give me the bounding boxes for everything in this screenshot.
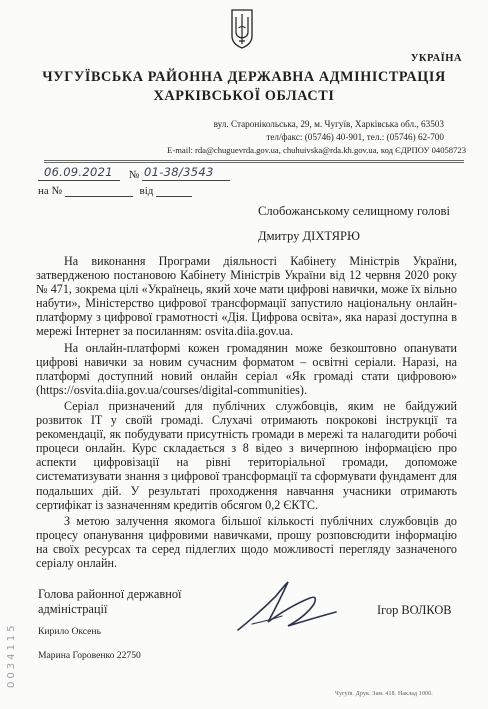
- signer-position: [38, 587, 181, 616]
- recipient-title: Слобожанському селищному голові: [258, 204, 450, 218]
- registration-date-line: [38, 165, 230, 181]
- executor-1: Кирило Оксень: [38, 626, 101, 637]
- from-label: від: [139, 185, 154, 197]
- email-line: E-mail: rda@chuguevrda.gov.ua, chuhuivska@rda.kh.gov.ua, код ЄДРПОУ 04058723: [167, 145, 466, 155]
- body-paragraph-1: На виконання Програми діяльності Кабінету Міністрів України, затвердженою постановою Кабінету Міністрів України від 12 червня 2020 року № 471, зокрема цілі «Українець, який хоче мати цифрові навички, може їх вільно набути», Міністерство цифрової трансформації запустило національну онлайн-платформу з цифрової грамотності «Дія. Цифрова освіта», яка наразі доступна в мережі Інтернет за посиланням: osvita.diia.gov.ua.: [36, 254, 457, 339]
- phone-line: тел/факс: (05746) 40-901, тел.: (05746) 62-700: [266, 132, 444, 142]
- recipient-name: Дмитру ДІХТЯРЮ: [258, 229, 360, 243]
- handwritten-signature: [218, 578, 348, 638]
- coat-of-arms-icon: [229, 8, 255, 50]
- organization-region: ХАРКІВСЬКОЇ ОБЛАСТІ: [153, 88, 335, 104]
- reply-date-field: [156, 184, 192, 197]
- body-paragraph-3: Серіал призначений для публічних службовців, яким не байдужий розвиток ІТ у своїй громаді. Слухачі отримають покрокові інструкції та рекомендації, як побудувати присутність громади в мережі та налагодити робочі процеси онлайн. Курс складається з 8 відео з вичерпною інформацією про аспекти цифровізації на рівні територіальної громади, допоможе систематизувати знання з цифрової трансформації та сформувати фундамент для подальших дій. У результаті проходження навчання учасники отримають сертифікат із зазначенням кредитів обсягом 0,2 ЄКТС.: [36, 398, 457, 512]
- registration-date: 06.09.2021: [44, 165, 113, 179]
- registration-number: 01-38/3543: [144, 165, 214, 179]
- letter-body: [36, 254, 457, 572]
- country-title: УКРАЇНА: [410, 53, 462, 64]
- reply-label: на №: [38, 185, 63, 197]
- signer-position-line2: адміністрації: [38, 601, 108, 616]
- print-footer: Чугуїв. Друк. Зам. 418. Наклад 1000.: [335, 691, 433, 697]
- address-line: вул. Старонікольська, 29, м. Чугуїв, Харківська обл., 63503: [213, 119, 444, 129]
- side-stamp-number: 0034115: [6, 622, 17, 688]
- date-field: [38, 165, 120, 181]
- side-registration-stamp: [6, 618, 20, 688]
- number-field: [142, 165, 230, 181]
- organization-title: ЧУГУЇВСЬКА РАЙОННА ДЕРЖАВНА АДМІНІСТРАЦІЯ: [42, 69, 446, 85]
- signer-position-line1: Голова районної державної: [38, 587, 182, 601]
- header-divider-second: [44, 162, 464, 163]
- header-divider: [44, 160, 464, 161]
- executor-2: Марина Горовенко 22750: [38, 650, 141, 661]
- reply-number-field: [65, 184, 133, 197]
- reply-reference-line: [38, 184, 192, 197]
- body-paragraph-2: На онлайн-платформі кожен громадянин може безкоштовно опанувати цифрові навички за новим сучасним форматом – освітні серіали. Наразі, на платформі доступний новий онлайн серіал «Як громаді стати цифровою» (https://osvita.diia.gov.ua/courses/digital-communities).: [36, 340, 457, 397]
- body-paragraph-4: З метою залучення якомога більшої кількості публічних службовців до процесу опанування цифровими навичками, прошу розповсюдити інформацію на своїх ресурсах та серед підлеглих щодо можливості перегляду зазначеного серіалу онлайн.: [36, 513, 457, 570]
- number-sign: №: [128, 169, 140, 181]
- signer-name: Ігор ВОЛКОВ: [377, 603, 452, 617]
